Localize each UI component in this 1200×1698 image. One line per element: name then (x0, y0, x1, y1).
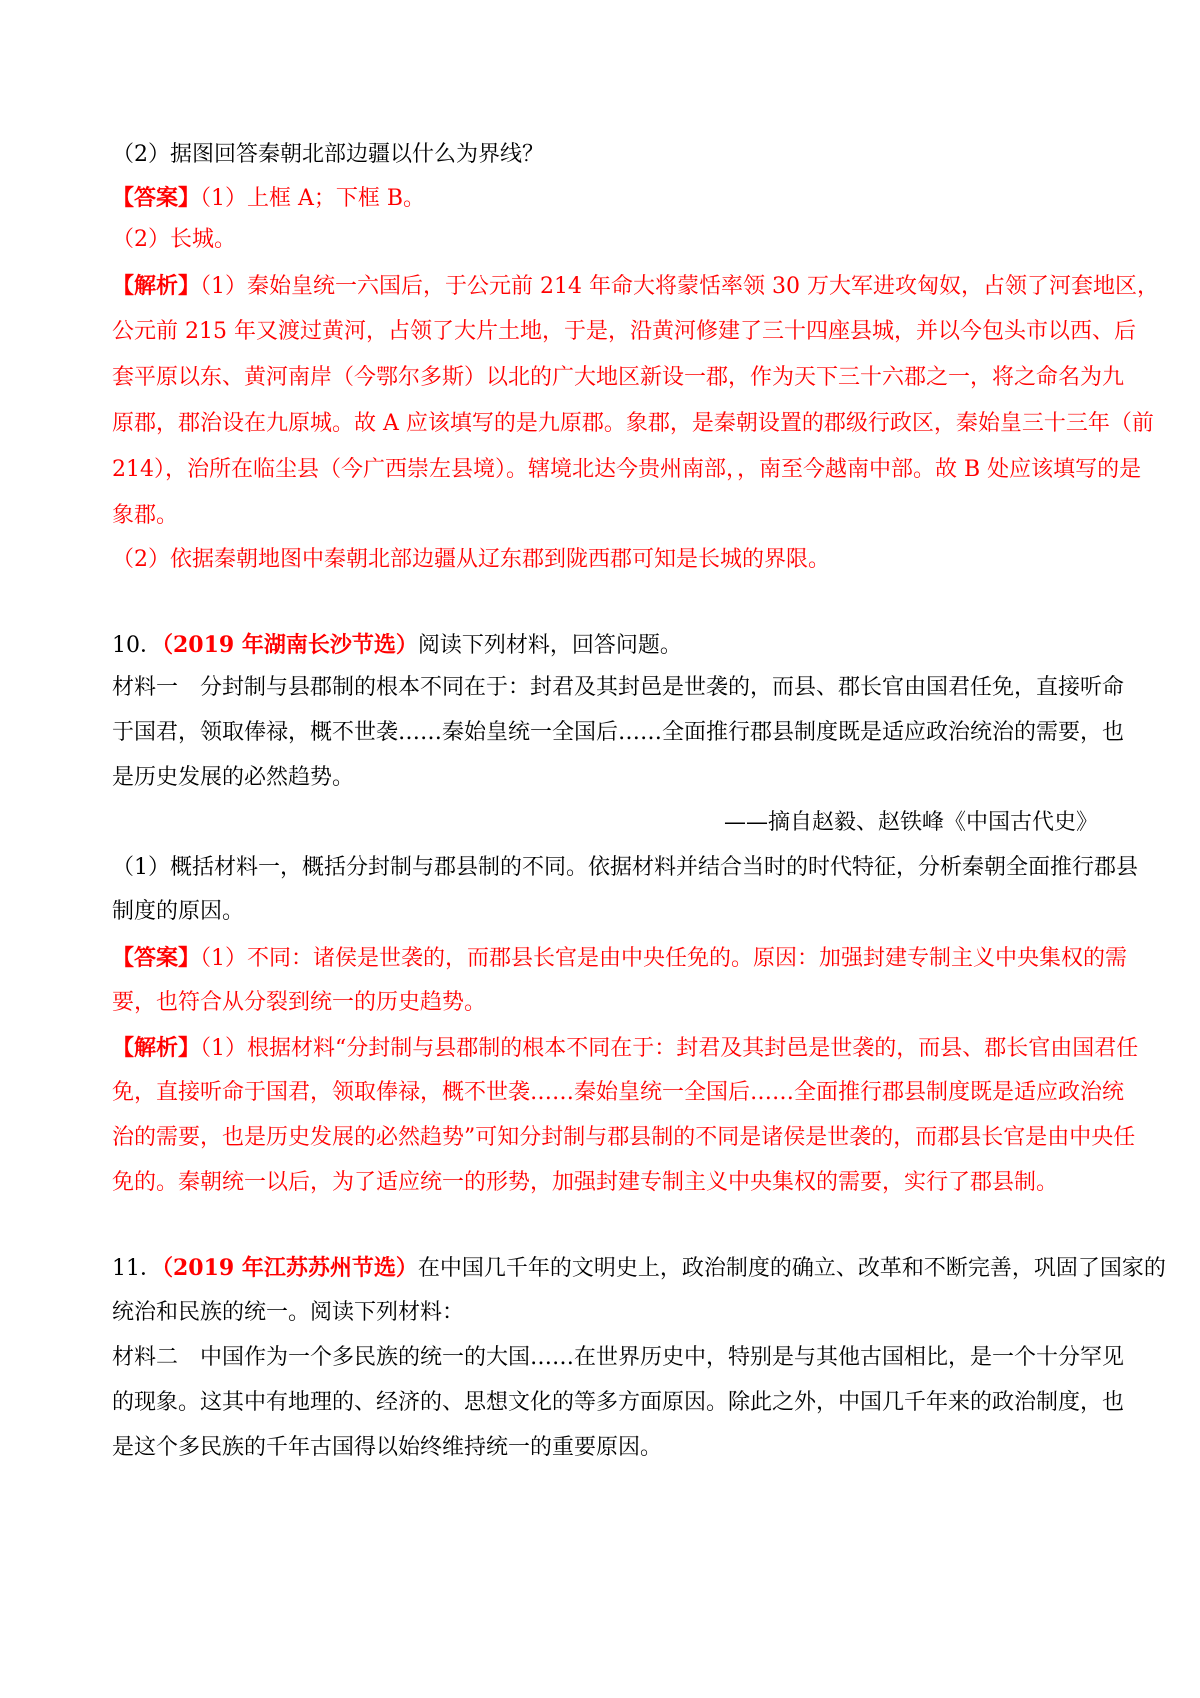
analysis-tag: 【解析】 (112, 1035, 201, 1061)
q9-answer-1: （1）上框 A；下框 B。 (200, 186, 426, 211)
q10-material-line: 材料一 分封制与县郡制的根本不同在于：封君及其封邑是世袭的，而县、郡长官由国君任免，直接听命 (112, 675, 1125, 700)
q10-answer-line (112, 940, 1128, 976)
q11-material-line: 是这个多民族的千年古国得以始终维持统一的重要原因。 (112, 1435, 663, 1460)
q10-answer-text: （1）不同：诸侯是世袭的，而郡县长官是由中央任免的。原因：加强封建专制主义中央集权的需 (200, 946, 1128, 971)
q9-answer-2: （2）长城。 (112, 227, 236, 252)
q9-analysis-line: 公元前 215 年又渡过黄河，占领了大片土地，于是，沿黄河修建了三十四座县城，并以今包头市以西、后 (112, 319, 1136, 344)
q10-analysis-line: 治的需要，也是历史发展的必然趋势”可知分封制与郡县制的不同是诸侯是世袭的，而郡县长官是由中央任 (112, 1125, 1136, 1150)
q10-question-line: 制度的原因。 (112, 899, 245, 924)
q9-analysis-line: 原郡，郡治设在九原城。故 A 应该填写的是九原郡。象郡，是秦朝设置的郡级行政区，秦始皇三十三年（前 (112, 411, 1154, 436)
q10-heading (112, 627, 1098, 663)
q10-analysis-line (112, 1030, 1139, 1066)
q9-analysis-line (112, 268, 1159, 304)
q9-answer-line-1 (112, 180, 1098, 216)
question-prompt: 阅读下列材料，回答问题。 (417, 633, 682, 658)
question-source: （2019 年湖南长沙节选） (162, 632, 418, 658)
q10-material-line: 是历史发展的必然趋势。 (112, 765, 355, 790)
question-source: （2019 年江苏苏州节选） (162, 1255, 418, 1281)
q10-analysis-line: 免的。秦朝统一以后，为了适应统一的形势，加强封建专制主义中央集权的需要，实行了郡县制。 (112, 1170, 1059, 1195)
q11-prompt-line: 统治和民族的统一。阅读下列材料： (112, 1300, 465, 1325)
q9-analysis-text: （1）秦始皇统一六国后，于公元前 214 年命大将蒙恬率领 30 万大军进攻匈奴，占领了河套地区， (200, 274, 1159, 299)
answer-tag: 【答案】 (112, 945, 201, 971)
q10-analysis-text: （1）根据材料“分封制与县郡制的根本不同在于：封君及其封邑是世袭的，而县、郡长官由国君任 (200, 1036, 1139, 1061)
question-prompt: 在中国几千年的文明史上，政治制度的确立、改革和不断完善，巩固了国家的 (417, 1256, 1166, 1281)
q9-analysis-line: 套平原以东、黄河南岸（今鄂尔多斯）以北的广大地区新设一郡，作为天下三十六郡之一，将之命名为九 (112, 365, 1125, 390)
q11-material-line: 材料二 中国作为一个多民族的统一的大国……在世界历史中，特别是与其他古国相比，是一个十分罕见 (112, 1345, 1125, 1370)
question-number: 10． (112, 633, 162, 658)
q11-heading (112, 1250, 1166, 1286)
q9-analysis-2: （2）依据秦朝地图中秦朝北部边疆从辽东郡到陇西郡可知是长城的界限。 (112, 547, 830, 572)
q9-analysis-line: 214），治所在临尘县（今广西崇左县境）。辖境北达今贵州南部，，南至今越南中部。故 B 处应该填写的是 (112, 457, 1142, 482)
q10-analysis-line: 免，直接听命于国君，领取俸禄，概不世袭……秦始皇统一全国后……全面推行郡县制度既是适应政治统 (112, 1080, 1125, 1105)
analysis-tag: 【解析】 (112, 273, 201, 299)
q9-analysis-line: 象郡。 (112, 503, 179, 528)
q9-question-2: （2）据图回答秦朝北部边疆以什么为界线？ (112, 142, 544, 167)
answer-tag: 【答案】 (112, 185, 201, 211)
q10-answer-line: 要，也符合从分裂到统一的历史趋势。 (112, 990, 487, 1015)
q10-question-line: （1）概括材料一，概括分封制与郡县制的不同。依据材料并结合当时的时代特征，分析秦朝全面推行郡县 (112, 855, 1139, 880)
q11-material-line: 的现象。这其中有地理的、经济的、思想文化的等多方面原因。除此之外，中国几千年来的政治制度，也 (112, 1390, 1125, 1415)
q10-material-line: 于国君，领取俸禄，概不世袭……秦始皇统一全国后……全面推行郡县制度既是适应政治统治的需要，也 (112, 720, 1125, 745)
q10-citation: ——摘自赵毅、赵铁峰《中国古代史》 (723, 810, 1098, 835)
question-number: 11． (112, 1256, 162, 1281)
